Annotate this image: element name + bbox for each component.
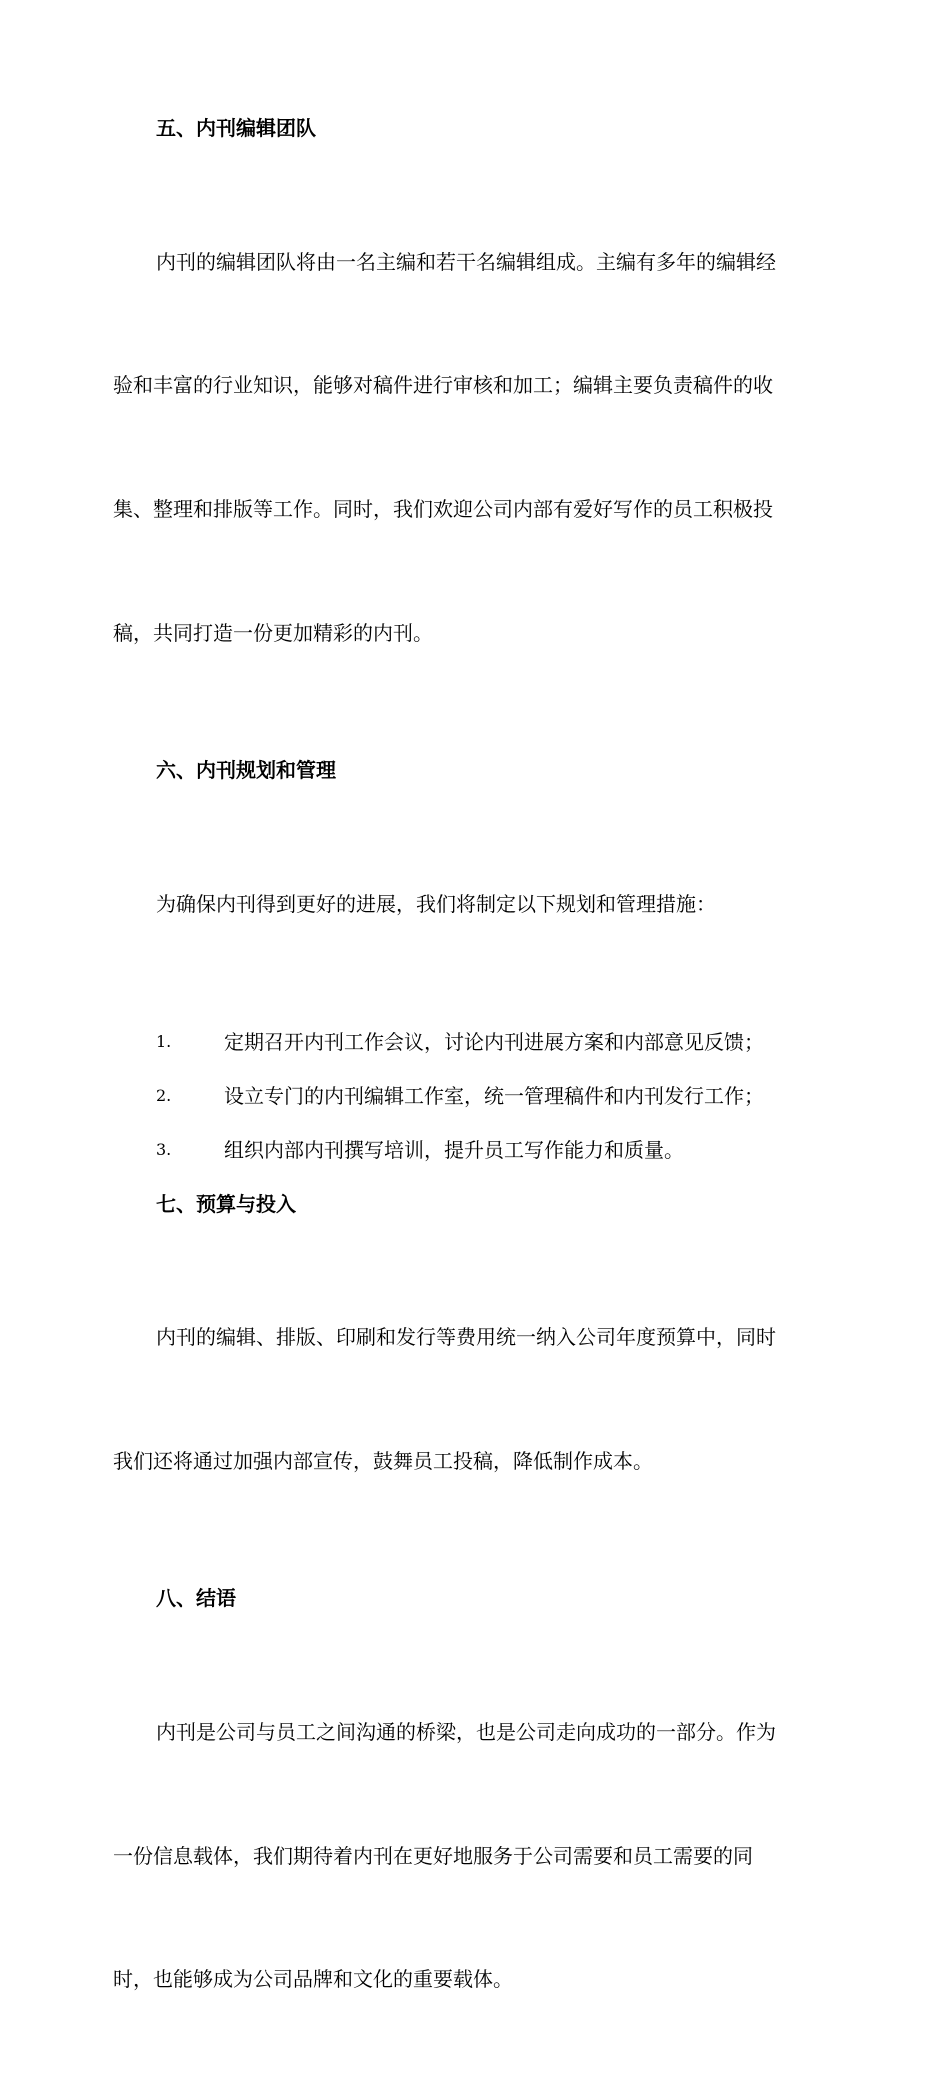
section-heading-budget: 七、预算与投入 — [156, 1191, 296, 1216]
document-body — [113, 108, 833, 2083]
paragraph-line: 集、整理和排版等工作。同时，我们欢迎公司内部有爱好写作的员工积极投 — [113, 497, 773, 522]
list-number: 3. — [156, 1139, 172, 1159]
paragraph-line: 内刊的编辑团队将由一名主编和若干名编辑组成。主编有多年的编辑经 — [156, 249, 776, 274]
list-number: 2. — [156, 1085, 172, 1105]
list-item — [113, 1130, 833, 1170]
list-text: 组织内部内刊撰写培训，提升员工写作能力和质量。 — [224, 1137, 684, 1162]
section-heading-planning-management: 六、内刊规划和管理 — [156, 758, 336, 783]
paragraph-line: 为确保内刊得到更好的进展，我们将制定以下规划和管理措施： — [156, 891, 716, 916]
paragraph-conclusion — [113, 1629, 833, 2083]
paragraph-line: 验和丰富的行业知识，能够对稿件进行审核和加工；编辑主要负责稿件的收 — [113, 373, 773, 398]
section-heading-editorial-team: 五、内刊编辑团队 — [156, 116, 316, 140]
paragraph-line: 一份信息载体，我们期待着内刊在更好地服务于公司需要和员工需要的同 — [113, 1843, 753, 1868]
paragraph-line: 时，也能够成为公司品牌和文化的重要载体。 — [113, 1967, 513, 1992]
paragraph-line: 稿，共同打造一份更加精彩的内刊。 — [113, 621, 433, 646]
paragraph-line: 我们还将通过加强内部宣传，鼓舞员工投稿，降低制作成本。 — [113, 1449, 653, 1474]
list-text: 设立专门的内刊编辑工作室，统一管理稿件和内刊发行工作； — [224, 1083, 764, 1108]
paragraph-planning-intro — [113, 801, 833, 1007]
section-heading-conclusion: 八、结语 — [156, 1586, 236, 1611]
list-text: 定期召开内刊工作会议，讨论内刊进展方案和内部意见反馈； — [224, 1029, 764, 1054]
paragraph-line: 内刊是公司与员工之间沟通的桥梁，也是公司走向成功的一部分。作为 — [156, 1719, 776, 1744]
paragraph-line: 内刊的编辑、排版、印刷和发行等费用统一纳入公司年度预算中，同时 — [156, 1325, 776, 1350]
list-item — [113, 1076, 833, 1116]
paragraph-editorial-team — [113, 159, 833, 737]
list-number: 1. — [156, 1031, 172, 1051]
paragraph-budget — [113, 1235, 833, 1565]
list-item — [113, 1022, 833, 1062]
